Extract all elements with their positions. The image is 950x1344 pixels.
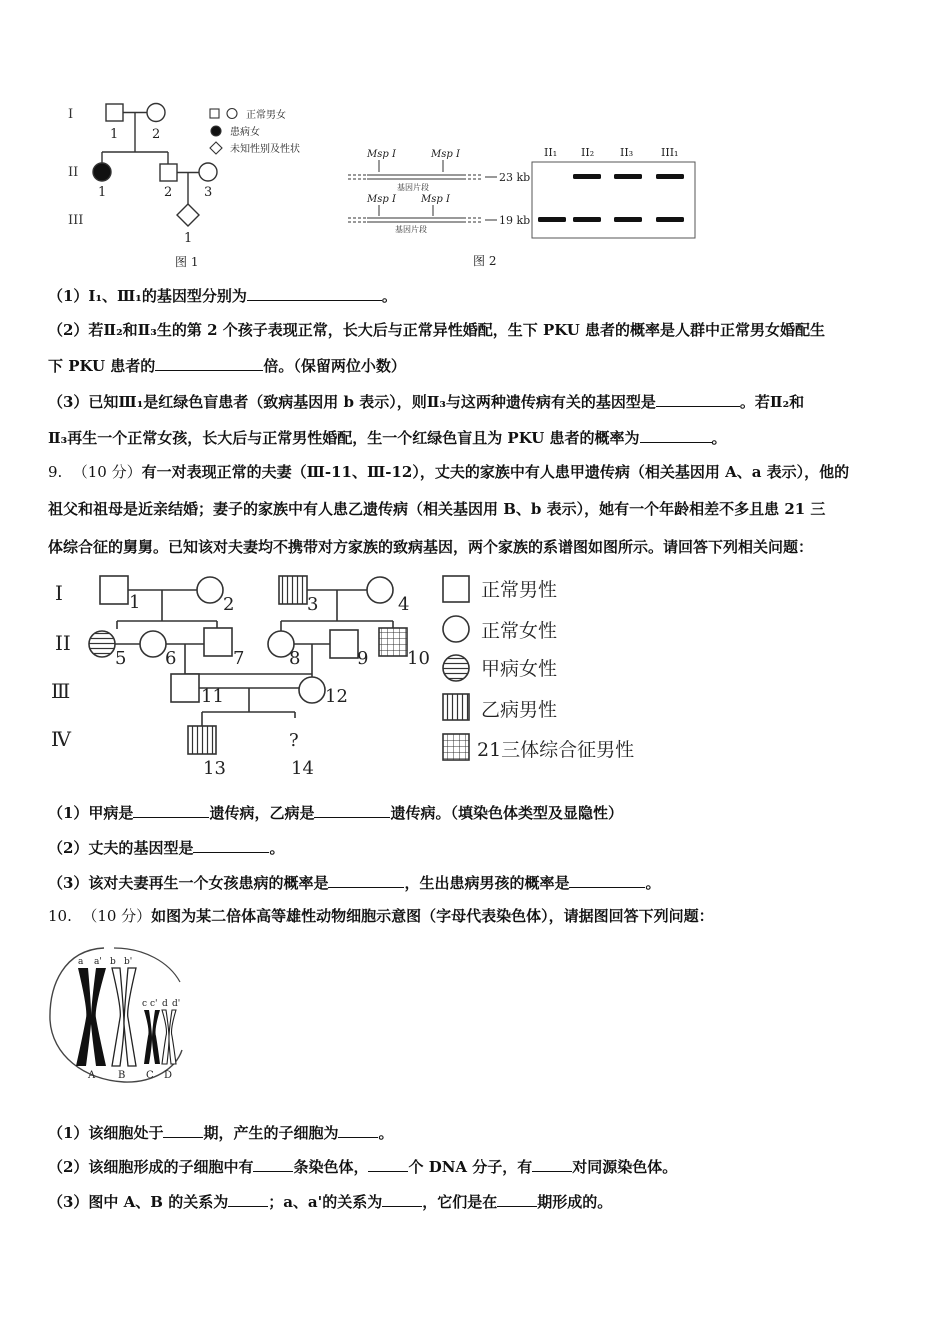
q9-pedigree-figure bbox=[45, 566, 665, 781]
svg-text:12: 12 bbox=[325, 686, 348, 707]
answer-blank[interactable] bbox=[640, 428, 712, 443]
legend-filled-circle-icon bbox=[211, 126, 221, 136]
svg-text:1: 1 bbox=[110, 127, 119, 142]
legend-diamond-icon bbox=[210, 142, 222, 154]
svg-text:Msp I: Msp I bbox=[421, 194, 450, 205]
individual-1 bbox=[100, 576, 128, 604]
svg-text:患病女: 患病女 bbox=[230, 127, 260, 138]
gen-label-2: II bbox=[68, 165, 79, 180]
answer-blank[interactable] bbox=[155, 356, 263, 371]
chromosome-B-chromatid-b-prime bbox=[124, 968, 136, 1066]
gen-label-IV: Ⅳ bbox=[51, 727, 71, 751]
svg-text:5: 5 bbox=[115, 648, 127, 669]
gen-label-II: II bbox=[55, 631, 71, 655]
svg-text:正常女性: 正常女性 bbox=[481, 620, 558, 642]
pedigree-I1-male bbox=[106, 104, 123, 121]
gel-band bbox=[614, 217, 642, 222]
answer-blank[interactable] bbox=[497, 1192, 537, 1207]
svg-text:9: 9 bbox=[357, 648, 369, 669]
legend-square-icon bbox=[210, 109, 219, 118]
individual-13 bbox=[188, 726, 216, 754]
individual-5 bbox=[89, 631, 115, 657]
svg-text:III₁: III₁ bbox=[661, 146, 679, 159]
svg-text:a': a' bbox=[94, 957, 102, 967]
chromosome-B-chromatid-b bbox=[112, 968, 124, 1066]
q8-part1: （1）I₁、Ⅲ₁的基因型分别为 。 bbox=[48, 287, 397, 305]
answer-blank[interactable] bbox=[569, 873, 645, 888]
individual-10 bbox=[379, 628, 407, 656]
answer-blank[interactable] bbox=[532, 1157, 572, 1172]
q9-part3: （3）该对夫妻再生一个女孩患病的概率是 ，生出患病男孩的概率是 。 bbox=[48, 874, 661, 892]
svg-text:Msp I: Msp I bbox=[431, 149, 460, 160]
pedigree-III1-unknown bbox=[177, 204, 199, 226]
pedigree-II3-female bbox=[199, 163, 217, 181]
gel-band bbox=[656, 217, 684, 222]
svg-text:1: 1 bbox=[129, 592, 141, 613]
unknown-individual: ? bbox=[289, 730, 299, 751]
q10-part3: （3）图中 A、B 的关系为 ；a、a'的关系为 ，它们是在 期形成的。 bbox=[48, 1193, 613, 1211]
q9-stem-line2: 祖父和祖母是近亲结婚；妻子的家族中有人患乙遗传病（相关基因用 B、b 表示），她有一个年龄相差不多且患 21 三 bbox=[48, 500, 826, 518]
svg-text:未知性别及性状: 未知性别及性状 bbox=[230, 144, 300, 155]
answer-blank[interactable] bbox=[228, 1192, 268, 1207]
legend-disease-a-female-icon bbox=[443, 655, 469, 681]
svg-text:b': b' bbox=[124, 957, 133, 967]
individual-7 bbox=[204, 628, 232, 656]
figure-2-electrophoresis bbox=[345, 140, 700, 275]
answer-blank[interactable] bbox=[163, 1123, 203, 1138]
answer-blank[interactable] bbox=[368, 1157, 408, 1172]
gen-label-3: III bbox=[68, 213, 84, 228]
answer-blank[interactable] bbox=[328, 873, 404, 888]
figure-2-caption: 图 2 bbox=[473, 254, 497, 268]
svg-text:Msp I: Msp I bbox=[367, 194, 396, 205]
individual-2 bbox=[197, 577, 223, 603]
gel-band bbox=[614, 174, 642, 179]
individual-4 bbox=[367, 577, 393, 603]
svg-text:II₁: II₁ bbox=[544, 146, 558, 159]
svg-text:3: 3 bbox=[307, 594, 319, 615]
svg-text:Msp I: Msp I bbox=[367, 149, 396, 160]
svg-text:1: 1 bbox=[184, 231, 193, 246]
answer-blank[interactable] bbox=[193, 838, 269, 853]
q10-cell-figure bbox=[44, 940, 189, 1090]
svg-text:c: c bbox=[142, 999, 148, 1009]
pedigree-I2-female bbox=[147, 104, 165, 122]
q9-stem-line1: 9. （10 分）有一对表现正常的夫妻（Ⅲ-11、Ⅲ-12），丈夫的家族中有人患甲遗传病（相关基因用 A、a 表示），他的 bbox=[48, 463, 850, 481]
q8-part2-line1: （2）若Ⅱ₂和Ⅱ₃生的第 2 个孩子表现正常，长大后与正常异性婚配，生下 PKU 患者的概率是人群中正常男女婚配生 bbox=[48, 321, 826, 339]
svg-text:II₂: II₂ bbox=[581, 146, 595, 159]
legend-normal-female-icon bbox=[443, 616, 469, 642]
svg-text:正常男女: 正常男女 bbox=[246, 110, 286, 121]
svg-text:14: 14 bbox=[291, 758, 314, 779]
gel-frame bbox=[532, 162, 695, 238]
gel-band bbox=[573, 217, 601, 222]
answer-blank[interactable] bbox=[382, 1192, 422, 1207]
figure-1-pedigree bbox=[60, 96, 350, 276]
answer-blank[interactable] bbox=[314, 803, 390, 818]
answer-blank[interactable] bbox=[133, 803, 209, 818]
q8-part2-line2: 下 PKU 患者的 倍。（保留两位小数） bbox=[48, 357, 406, 375]
q8-part3-line2: Ⅱ₃再生一个正常女孩，长大后与正常男性婚配，生一个红绿色盲且为 PKU 患者的概率为 。 bbox=[48, 429, 727, 447]
svg-text:11: 11 bbox=[201, 686, 224, 707]
pedigree-II1-affected-female bbox=[93, 163, 111, 181]
chromosome-C-chromatid-c bbox=[144, 1010, 152, 1064]
pedigree-II2-male bbox=[160, 164, 177, 181]
svg-text:C: C bbox=[146, 1070, 154, 1081]
individual-9 bbox=[330, 630, 358, 658]
answer-blank[interactable] bbox=[247, 286, 382, 301]
gel-band bbox=[573, 174, 601, 179]
chromosome-A-chromatid-a-prime bbox=[91, 968, 106, 1066]
individual-3 bbox=[279, 576, 307, 604]
individual-12 bbox=[299, 677, 325, 703]
svg-text:D: D bbox=[164, 1070, 173, 1081]
svg-text:10: 10 bbox=[407, 648, 430, 669]
answer-blank[interactable] bbox=[656, 392, 740, 407]
q10-stem: 10. （10 分）如图为某二倍体高等雄性动物细胞示意图（字母代表染色体），请据图回答下列问题： bbox=[48, 907, 714, 925]
legend-trisomy21-male-icon bbox=[443, 734, 469, 760]
svg-text:a: a bbox=[78, 957, 84, 967]
svg-text:基因片段: 基因片段 bbox=[397, 183, 429, 192]
legend-disease-b-male-icon bbox=[443, 694, 469, 720]
svg-text:正常男性: 正常男性 bbox=[481, 579, 558, 601]
svg-text:c': c' bbox=[150, 999, 158, 1009]
svg-text:21三体综合征男性: 21三体综合征男性 bbox=[477, 739, 635, 761]
svg-text:13: 13 bbox=[203, 758, 226, 779]
gen-label-III: Ⅲ bbox=[51, 679, 71, 703]
chromosome-D-chromatid-d bbox=[162, 1010, 169, 1064]
figure-1-caption: 图 1 bbox=[175, 255, 199, 269]
answer-blank[interactable] bbox=[253, 1157, 293, 1172]
gel-band bbox=[656, 174, 684, 179]
svg-text:3: 3 bbox=[204, 185, 213, 200]
svg-text:II₃: II₃ bbox=[620, 146, 634, 159]
q9-stem-line3: 体综合征的舅舅。已知该对夫妻均不携带对方家族的致病基因，两个家族的系谱图如图所示。请回答下列相关问题： bbox=[48, 538, 814, 556]
q8-part3-line1: （3）已知Ⅲ₁是红绿色盲患者（致病基因用 b 表示），则Ⅱ₃与这两种遗传病有关的基因型是 。若Ⅱ₂和 bbox=[48, 393, 805, 411]
svg-text:基因片段: 基因片段 bbox=[395, 225, 427, 234]
svg-text:8: 8 bbox=[289, 648, 301, 669]
gen-label-1: I bbox=[68, 107, 74, 122]
svg-text:d: d bbox=[162, 999, 168, 1009]
svg-text:2: 2 bbox=[164, 185, 173, 200]
legend-circle-icon bbox=[227, 109, 237, 119]
svg-text:6: 6 bbox=[165, 648, 177, 669]
svg-text:4: 4 bbox=[398, 594, 410, 615]
chromosome-C-chromatid-c-prime bbox=[152, 1010, 160, 1064]
svg-text:b: b bbox=[110, 957, 116, 967]
svg-text:7: 7 bbox=[233, 648, 245, 669]
chromosome-D-chromatid-d-prime bbox=[169, 1010, 176, 1064]
svg-text:2: 2 bbox=[223, 594, 235, 615]
svg-text:B: B bbox=[118, 1070, 126, 1081]
individual-6 bbox=[140, 631, 166, 657]
individual-11 bbox=[171, 674, 199, 702]
q10-part2: （2）该细胞形成的子细胞中有 条染色体， 个 DNA 分子，有 对同源染色体。 bbox=[48, 1158, 678, 1176]
chromosome-A-chromatid-a bbox=[76, 968, 91, 1066]
svg-text:1: 1 bbox=[98, 185, 107, 200]
legend-normal-male-icon bbox=[443, 576, 469, 602]
svg-text:d': d' bbox=[172, 999, 181, 1009]
band-label-23kb: 23 kb bbox=[499, 171, 531, 184]
answer-blank[interactable] bbox=[338, 1123, 378, 1138]
svg-text:甲病女性: 甲病女性 bbox=[481, 658, 558, 680]
gel-band bbox=[538, 217, 566, 222]
band-label-19kb: 19 kb bbox=[499, 214, 531, 227]
svg-text:2: 2 bbox=[152, 127, 161, 142]
gen-label-I: I bbox=[55, 581, 63, 605]
q9-part1: （1）甲病是 遗传病，乙病是 遗传病。（填染色体类型及显隐性） bbox=[48, 804, 623, 822]
q9-part2: （2）丈夫的基因型是 。 bbox=[48, 839, 285, 857]
q10-part1: （1）该细胞处于 期，产生的子细胞为 。 bbox=[48, 1124, 394, 1142]
svg-text:A: A bbox=[88, 1070, 96, 1081]
svg-text:乙病男性: 乙病男性 bbox=[481, 699, 558, 721]
